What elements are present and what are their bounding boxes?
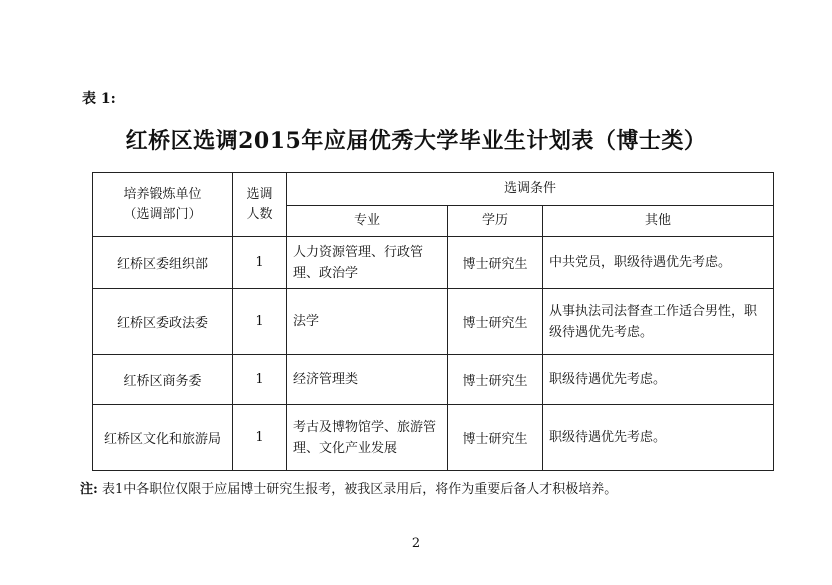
header-conditions: 选调条件 — [287, 173, 774, 206]
cell-unit: 红桥区委政法委 — [93, 289, 233, 355]
page-number: 2 — [411, 536, 421, 551]
table-label: 表 1: — [82, 91, 116, 107]
cell-major: 经济管理类 — [287, 355, 448, 405]
cell-count: 1 — [233, 289, 287, 355]
header-unit-line2: （选调部门） — [123, 206, 202, 222]
header-unit-line1: 培养锻炼单位 — [123, 186, 202, 202]
header-unit — [93, 173, 233, 237]
header-other: 其他 — [543, 206, 774, 237]
cell-education: 博士研究生 — [448, 289, 543, 355]
cell-count: 1 — [233, 355, 287, 405]
cell-other: 职级待遇优先考虑。 — [543, 355, 774, 405]
cell-count: 1 — [233, 237, 287, 289]
cell-other: 中共党员，职级待遇优先考虑。 — [543, 237, 774, 289]
cell-other: 从事执法司法督查工作适合男性，职级待遇优先考虑。 — [543, 289, 774, 355]
header-major: 专业 — [287, 206, 448, 237]
table-row — [93, 289, 774, 355]
cell-count: 1 — [233, 405, 287, 471]
footnote-prefix: 注: — [80, 482, 98, 497]
cell-education: 博士研究生 — [448, 237, 543, 289]
plan-table — [92, 172, 774, 471]
footnote — [80, 478, 617, 497]
table-row — [93, 355, 774, 405]
header-count-line2: 人数 — [246, 206, 273, 222]
table-row — [93, 237, 774, 289]
cell-unit: 红桥区商务委 — [93, 355, 233, 405]
header-education: 学历 — [448, 206, 543, 237]
page-title: 红桥区选调2015年应届优秀大学毕业生计划表（博士类） — [125, 128, 707, 154]
table-row — [93, 405, 774, 471]
cell-major: 法学 — [287, 289, 448, 355]
header-count-line1: 选调 — [246, 186, 273, 202]
cell-unit: 红桥区文化和旅游局 — [93, 405, 233, 471]
cell-major: 考古及博物馆学、旅游管理、文化产业发展 — [287, 405, 448, 471]
header-count — [233, 173, 287, 237]
cell-education: 博士研究生 — [448, 405, 543, 471]
cell-unit: 红桥区委组织部 — [93, 237, 233, 289]
cell-other: 职级待遇优先考虑。 — [543, 405, 774, 471]
cell-education: 博士研究生 — [448, 355, 543, 405]
cell-major: 人力资源管理、行政管理、政治学 — [287, 237, 448, 289]
footnote-text: 表1中各职位仅限于应届博士研究生报考，被我区录用后，将作为重要后备人才积极培养。 — [101, 482, 618, 497]
